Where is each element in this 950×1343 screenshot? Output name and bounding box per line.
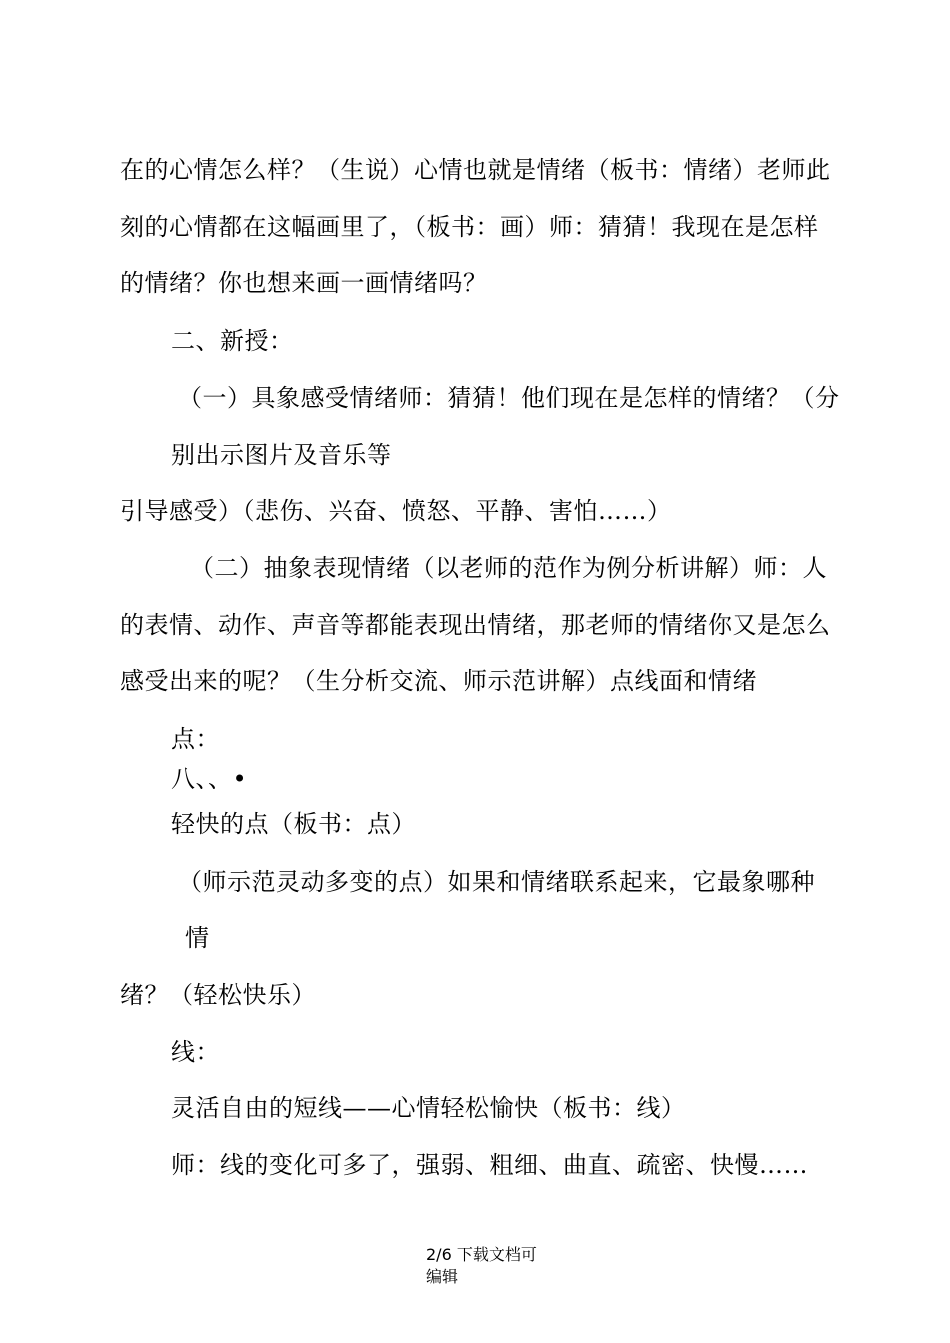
- paragraph-line: （二）抽象表现情绪（以老师的范作为例分析讲解）师：人: [190, 554, 827, 582]
- paragraph-line: 轻快的点（板书：点）: [171, 810, 416, 838]
- paragraph-line: 线：: [171, 1038, 220, 1066]
- paragraph-line: 的情绪？你也想来画一画情绪吗？: [120, 269, 488, 297]
- paragraph-line: 灵活自由的短线——心情轻松愉快（板书：线）: [171, 1094, 686, 1122]
- page-footer-line-2: 编辑: [426, 1267, 459, 1286]
- paragraph-line: 情: [185, 924, 210, 952]
- paragraph-line: 绪？（轻松快乐）: [120, 981, 316, 1009]
- paragraph-line: 师：线的变化可多了，强弱、粗细、曲直、疏密、快慢……: [171, 1151, 808, 1179]
- paragraph-line: 刻的心情都在这幅画里了，（板书：画）师：猜猜！我现在是怎样: [120, 213, 819, 241]
- paragraph-line: 的表情、动作、声音等都能表现出情绪，那老师的情绪你又是怎么: [120, 611, 831, 639]
- paragraph-line: 点：: [171, 725, 220, 753]
- paragraph-line: 别出示图片及音乐等: [171, 441, 392, 469]
- paragraph-line: 感受出来的呢？（生分析交流、师示范讲解）点线面和情绪: [120, 667, 757, 695]
- section-heading: 二、新授：: [171, 327, 294, 355]
- paragraph-line: 八、、•: [171, 765, 248, 793]
- paragraph-line: （一）具象感受情绪师：猜猜！他们现在是怎样的情绪？（分: [178, 384, 840, 412]
- paragraph-line: 引导感受）（悲伤、兴奋、愤怒、平静、害怕……）: [120, 497, 672, 525]
- paragraph-line: 在的心情怎么样？（生说）心情也就是情绪（板书：情绪）老师此: [120, 156, 831, 184]
- page-footer-line-1: 2/6 下载文档可: [426, 1245, 537, 1264]
- paragraph-line: （师示范灵动多变的点）如果和情绪联系起来，它最象哪种: [178, 868, 815, 896]
